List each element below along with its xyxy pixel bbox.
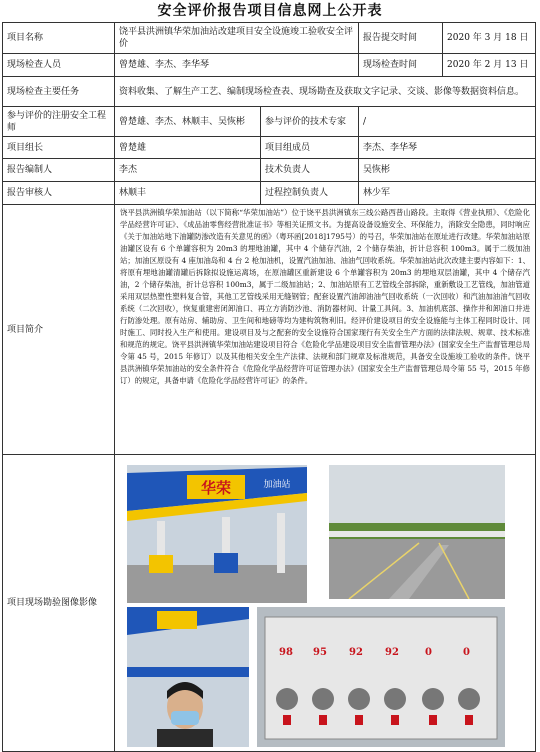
photos-label: 项目现场勘验图像影像 — [3, 455, 115, 752]
pump-label: 92 — [385, 647, 399, 658]
experts-label: 参与评价的技术专家 — [261, 107, 359, 137]
table-row — [3, 455, 536, 752]
photo-manifold — [257, 607, 505, 747]
author-value: 李杰 — [115, 159, 261, 182]
project-name-label: 项目名称 — [3, 23, 115, 54]
table-row — [3, 54, 536, 77]
site-ground-image — [329, 465, 505, 599]
photo-site-ground — [329, 465, 505, 599]
table-row — [3, 77, 536, 107]
table-row — [3, 23, 536, 54]
photo-inspector — [127, 607, 249, 747]
table-row — [3, 205, 536, 455]
table-row — [3, 137, 536, 159]
process-lead-label: 过程控制负责人 — [261, 182, 359, 205]
pump-label: 95 — [313, 647, 327, 658]
pump-label: 0 — [425, 647, 432, 658]
inspect-time-label: 现场检查时间 — [359, 54, 443, 76]
tech-lead-label: 技术负责人 — [261, 159, 359, 182]
inspector-image — [127, 607, 249, 747]
leader-label: 项目组长 — [3, 137, 115, 159]
reviewer-value: 林顺丰 — [115, 182, 261, 205]
canopy-brand-text: 华荣 — [200, 479, 232, 497]
intro-text: 饶平县洪洲镇华荣加油站（以下简称“华荣加油站”）位于饶平县洪洲镇东三线公路西普山路段。主取得《营业执照》、《危险化学品经营许可证》、《成品油零售经营批准证书》等相关证照文书。为提高设备设施安全、环保能力，消除安全隐患，同时响应《关于加油站地下油罐防渗改造有关意见的函》（粤环函[2018]1795号）的号召，华荣加油站在原址进行改建。华荣加油站原油罐区设有 6 个单罐容积为 20m3 的埋地油罐，其中 4 个储存汽油，2 个储存柴油，折计总容积 100m3。属于二级加油站；加油区原设有 4 座加油岛和 4 台 2 枪加油机，设置汽油加油、油油气回收系统。华荣加油站此次改建主要内容如下：1、将原有埋地油罐清罐后拆除拟设施运离场，在原油罐区重新建设 6 个单罐容积为 20m3 的埋地双层油罐，其中 4 个储存汽油，2 个储存柴油，折计总容积 100m3，属于二级加油站；2、加油站原有工艺管线全部拆除，重新敷设工艺管线，加油管道采用双层热塑性塑料复合管，其他工艺管线采用无缝钢管；配套设置汽油卸油油气回收系统（一次回收）和汽油加油油气回收系统（二次回收），恢复重建密闭卸油口、再立方消防沙池、消防器材间、计量工具间。3、加油机底部、操作井和卸油口井进行防渗处理。原有站房、辅助房、卫生间和地磅等均为建构筑物利旧。经评价建设项目的安全设施能与主体工程同时设计、同时施工、同时投入生产和使用。建设项目及与之配套的安全设施符合国家现行有关安全生产方面的法律法规、规章、技术标准和规范的规定。饶平县洪洲镇华荣加油站建设项目符合《危险化学品建设项目安全监督管理办法》(国家安全生产监督管理总局令第 45 号，2015 年修订）以及其他相关安全生产法律、法规和部门规章及标准规范，具备安全设施竣工验收的条件。饶平县洪洲镇华荣加油站的安全条件符合《危险化学品经营许可证管理办法》(国家安全生产监督管理总局令第 55 号，2015 年修订）的规定，具备申请《危险化学品经营许可证》的条件。 — [115, 205, 536, 455]
submit-time-label: 报告提交时间 — [359, 23, 443, 53]
pump-label: 98 — [279, 647, 293, 658]
station-canopy-image — [127, 465, 307, 603]
reviewer-label: 报告审核人 — [3, 182, 115, 205]
members-label: 项目组成员 — [261, 137, 359, 159]
pump-label: 92 — [349, 647, 363, 658]
engineers-value: 曾楚雄、李杰、林顺丰、吴恢彬 — [115, 107, 261, 137]
process-lead-value: 林少军 — [359, 182, 536, 205]
inspectors-value: 曾楚雄、李杰、李华琴 — [115, 54, 359, 77]
page-title: 安全评价报告项目信息网上公开表 — [157, 3, 383, 19]
engineers-label: 参与评价的注册安全工程师 — [3, 107, 115, 137]
tasks-label: 现场检查主要任务 — [3, 77, 115, 107]
canopy-sub-text: 加油站 — [263, 480, 291, 490]
author-label: 报告编制人 — [3, 159, 115, 182]
leader-value: 曾楚雄 — [115, 137, 261, 159]
table-row — [3, 182, 536, 205]
info-table — [2, 22, 536, 752]
tasks-value: 资料收集、了解生产工艺、编制现场检查表、现场勘查及获取文字记录、交谈、影像等数据资料信息。 — [115, 77, 536, 107]
inspect-time-value: 2020 年 2 月 13 日 — [447, 60, 529, 70]
photo-cell — [115, 455, 536, 752]
submit-time-value: 2020 年 3 月 18 日 — [447, 33, 529, 43]
pump-label: 0 — [463, 647, 470, 658]
manifold-image — [257, 607, 505, 747]
intro-label: 项目简介 — [3, 205, 115, 455]
inspectors-label: 现场检查人员 — [3, 54, 115, 77]
tech-lead-value: 吴恢彬 — [359, 159, 536, 182]
experts-value: / — [359, 107, 536, 137]
table-row — [3, 107, 536, 137]
members-value: 李杰、李华琴 — [359, 137, 536, 159]
project-name-value: 饶平县洪洲镇华荣加油站改建项目安全设施竣工验收安全评价 — [115, 23, 359, 54]
photo-station-canopy — [127, 465, 307, 603]
table-row — [3, 159, 536, 182]
